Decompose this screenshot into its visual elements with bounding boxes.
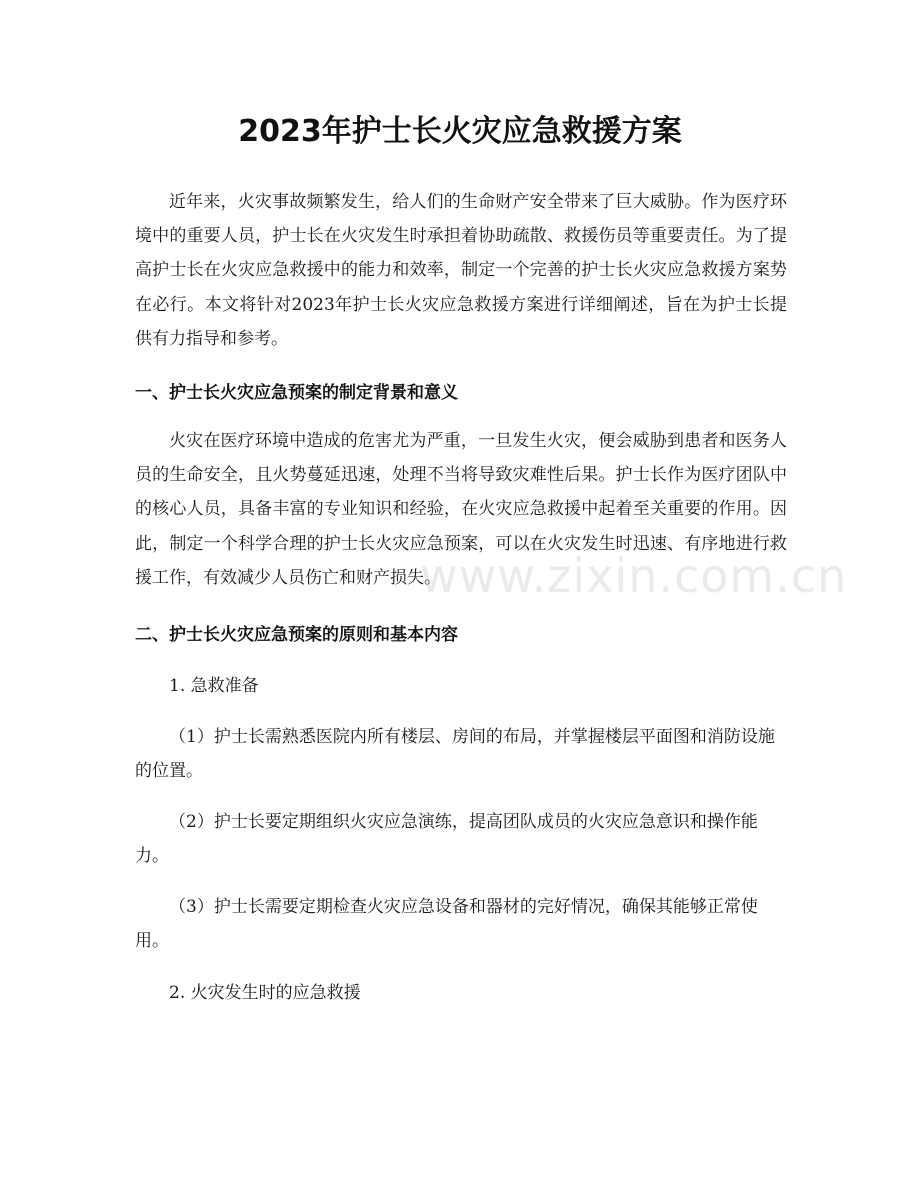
intro-paragraph: 近年来，火灾事故频繁发生，给人们的生命财产安全带来了巨大威胁。作为医疗环境中的重要人员，护士长在火灾发生时承担着协助疏散、救援伤员等重要责任。为了提高护士长在火灾应急救援中的能力和效率，制定一个完善的护士长火灾应急救援方案势在必行。本文将针对2023年护士长火灾应急救援方案进行详细阐述，旨在为护士长提供有力指导和参考。 [135, 192, 787, 349]
list-item: （1）护士长需熟悉医院内所有楼层、房间的布局，并掌握楼层平面图和消防设施的位置。 [135, 727, 775, 782]
list-item: （2）护士长要定期组织火灾应急演练，提高团队成员的火灾应急意识和操作能力。 [135, 812, 758, 867]
section1-heading: 一、护士长火灾应急预案的制定背景和意义 [135, 383, 458, 403]
subsection-emergency-prep: 1. 急救准备 [169, 676, 259, 696]
subsection-fire-response: 2. 火灾发生时的应急救援 [169, 983, 361, 1003]
list-item: （3）护士长需要定期检查火灾应急设备和器材的完好情况，确保其能够正常使用。 [135, 897, 758, 952]
section1-body: 火灾在医疗环境中造成的危害尤为严重，一旦发生火灾，便会威胁到患者和医务人员的生命安全，且火势蔓延迅速，处理不当将导致灾难性后果。护士长作为医疗团队中的核心人员，具备丰富的专业知识和经验，在火灾应急救援中起着至关重要的作用。因此，制定一个科学合理的护士长火灾应急预案，可以在火灾发生时迅速、有序地进行救援工作，有效减少人员伤亡和财产损失。 [135, 431, 787, 588]
document-title: 2023年护士长火灾应急救援方案 [238, 114, 682, 149]
section2-heading: 二、护士长火灾应急预案的原则和基本内容 [135, 625, 458, 645]
watermark: www.zixin.com.cn [420, 549, 848, 603]
